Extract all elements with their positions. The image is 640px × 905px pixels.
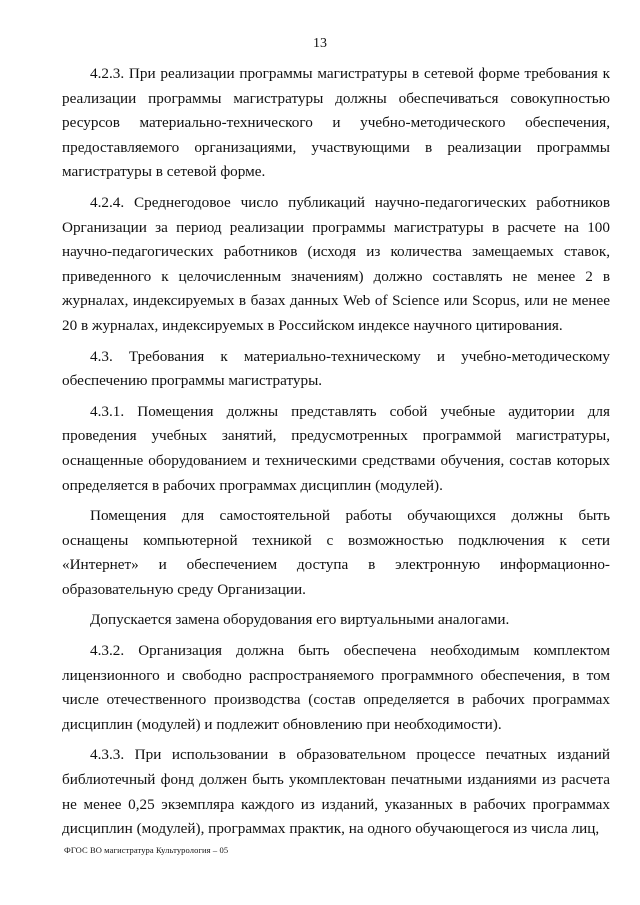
document-body bbox=[62, 62, 610, 844]
paragraph-4-3-2: 4.3.2. Организация должна быть обеспечена необходимым комплектом лицензионного и свободно распространяемого программного обеспечения, в том числе отечественного производства (состав определяется в рабочих программах дисциплин (модулей) и подлежит обновлению при необходимости). bbox=[62, 642, 610, 733]
paragraph-premises: Помещения для самостоятельной работы обучающихся должны быть оснащены компьютерной техникой с возможностью подключения к сети «Интернет» и обеспечением доступа в электронную информационно-образовательную среду Организации. bbox=[62, 507, 610, 598]
paragraph-4-2-4: 4.2.4. Среднегодовое число публикаций научно-педагогических работников Организации за период реализации программы магистратуры в расчете на 100 научно-педагогических работников (исходя из количества замещаемых ставок, приведенного к целочисленным значениям) должно составлять не менее 2 в журналах, индексируемых в базах данных Web of Science или Scopus, или не менее 20 в журналах, индексируемых в Российском индексе научного цитирования. bbox=[62, 193, 610, 334]
paragraph-4-3-1: 4.3.1. Помещения должны представлять собой учебные аудитории для проведения учебных занятий, предусмотренных программой магистратуры, оснащенные оборудованием и техническими средствами обучения, состав которых определяется в рабочих программах дисциплин (модулей). bbox=[62, 402, 610, 494]
paragraph-4-3-3: 4.3.3. При использовании в образовательном процессе печатных изданий библиотечный фонд должен быть укомплектован печатными изданиями из расчета не менее 0,25 экземпляра каждого из изданий, указанных в рабочих программах дисциплин (модулей), программах практик, на одного обучающегося из числа лиц, bbox=[62, 746, 610, 838]
page-footer: ФГОС ВО магистратура Культурология – 05 bbox=[64, 845, 229, 855]
paragraph-virtual-analogs: Допускается замена оборудования его виртуальными аналогами. bbox=[90, 611, 510, 629]
paragraph-4-2-3: 4.2.3. При реализации программы магистратуры в сетевой форме требования к реализации программы магистратуры должны обеспечиваться совокупностью ресурсов материально-технического и учебно-методического обеспечения, предоставляемого организациями, участвующими в реализации программы магистратуры в сетевой форме. bbox=[62, 65, 610, 181]
paragraph-4-3: 4.3. Требования к материально-техническому и учебно-методическому обеспечению программы магистратуры. bbox=[62, 347, 610, 390]
page-number: 13 bbox=[313, 36, 327, 51]
